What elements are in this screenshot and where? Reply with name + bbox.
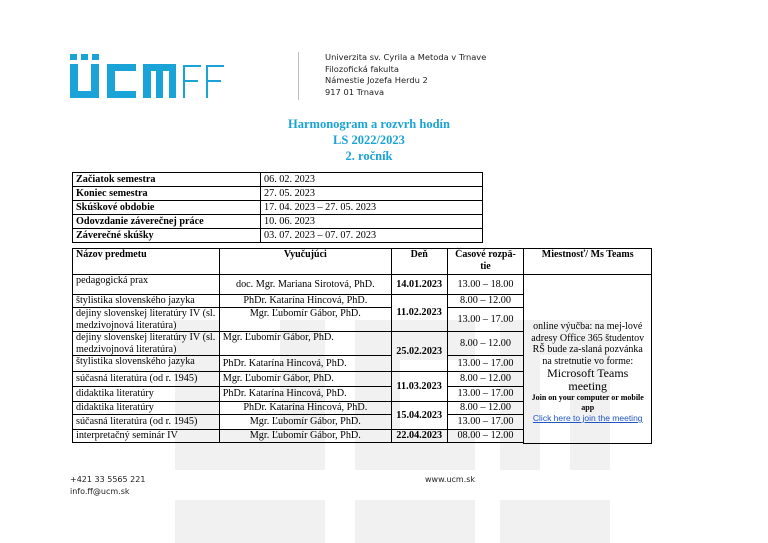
time-cell: 13.00 – 17.00	[447, 356, 524, 372]
schedule-table	[72, 248, 652, 444]
day-cell: 11.02.2023	[391, 295, 447, 332]
info-row	[73, 201, 483, 215]
col-subject: Názov predmetu	[73, 249, 220, 275]
subject-cell: dejiny slovenskej literatúry IV (sl. medzivojnová literatúra)	[73, 308, 220, 332]
teacher-cell: Mgr. Ľubomír Gábor, PhD.	[219, 332, 391, 356]
info-row	[73, 173, 483, 187]
year-label: 2. ročník	[345, 149, 393, 163]
online-info-text: online výučba: na mej-lové adresy Office 365 študentov RŠ bude za-slaná pozvánka na stretnutie vo forme:	[531, 321, 645, 367]
teacher-cell: Mgr. Ľubomír Gábor, PhD.	[219, 430, 391, 443]
teacher-cell: PhDr. Katarína Hincová, PhD.	[219, 295, 391, 308]
time-cell: 8.00 – 12.00	[447, 295, 524, 308]
join-info: Join on your computer or mobile app	[531, 393, 644, 412]
info-value: 03. 07. 2023 – 07. 07. 2023	[261, 229, 483, 243]
schedule-header-row	[73, 249, 652, 275]
info-value: 27. 05. 2023	[261, 187, 483, 201]
col-day: Deň	[391, 249, 447, 275]
time-cell: 8.00 – 12.00	[447, 332, 524, 356]
page-title-block	[0, 116, 738, 164]
subject-cell: interpretačný seminár IV	[73, 430, 220, 443]
subject-cell: dejiny slovenskej literatúry IV (sl. medzivojnová literatúra)	[73, 332, 220, 356]
day-cell: 14.01.2023	[391, 275, 447, 295]
university-name: Univerzita sv. Cyrila a Metoda v Trnave	[325, 52, 487, 62]
time-cell: 13.00 – 17.00	[447, 415, 524, 430]
day-cell: 15.04.2023	[391, 402, 447, 430]
subject-cell: didaktika literatúry	[73, 402, 220, 415]
subject-cell: didaktika literatúry	[73, 387, 220, 402]
info-label: Záverečné skúšky	[73, 229, 261, 243]
time-cell: 08.00 – 12.00	[447, 430, 524, 443]
subject-cell: súčasná literatúra (od r. 1945)	[73, 415, 220, 430]
teacher-cell: Mgr. Ľubomír Gábor, PhD.	[219, 372, 391, 387]
page-title: Harmonogram a rozvrh hodín	[288, 117, 450, 131]
table-row	[73, 275, 652, 295]
footer-web: www.ucm.sk	[425, 475, 476, 484]
day-cell: 25.02.2023	[391, 332, 447, 372]
info-value: 06. 02. 2023	[261, 173, 483, 187]
faculty-name: Filozofická fakulta	[325, 63, 399, 74]
col-room: Miestnosť/ Ms Teams	[524, 249, 652, 275]
footer-phone: +421 33 5565 221	[70, 475, 146, 484]
footer-contact	[70, 474, 145, 498]
teacher-cell: PhDr. Katarína Hincová, PhD.	[219, 387, 391, 402]
time-cell: 13.00 – 17.00	[447, 308, 524, 332]
term-label: LS 2022/2023	[333, 133, 405, 147]
teacher-cell: Mgr. Ľubomír Gábor, PhD.	[219, 415, 391, 430]
subject-cell: štylistika slovenského jazyka	[73, 295, 220, 308]
join-meeting-link[interactable]: Click here to join the meeting	[532, 413, 643, 423]
info-value: 17. 04. 2023 – 27. 05. 2023	[261, 201, 483, 215]
time-cell: 13.00 – 18.00	[447, 275, 524, 295]
day-cell: 22.04.2023	[391, 430, 447, 443]
university-address	[325, 52, 486, 98]
ucm-ff-logo	[68, 52, 228, 102]
day-cell: 11.03.2023	[391, 372, 447, 402]
info-row	[73, 229, 483, 243]
teacher-cell: Mgr. Ľubomír Gábor, PhD.	[219, 308, 391, 332]
col-time: Časové rozpä-tie	[447, 249, 524, 275]
teams-meeting-label: Microsoft Teams meeting	[547, 366, 629, 393]
subject-cell: pedagogická prax	[73, 275, 220, 295]
info-label: Skúškové obdobie	[73, 201, 261, 215]
info-label: Začiatok semestra	[73, 173, 261, 187]
teacher-cell: doc. Mgr. Mariana Sirotová, PhD.	[219, 275, 391, 295]
header-separator	[298, 52, 299, 100]
city-address: 917 01 Trnava	[325, 86, 385, 97]
info-label: Koniec semestra	[73, 187, 261, 201]
time-cell: 8.00 – 12.00	[447, 372, 524, 387]
teacher-cell: PhDr. Katarína Hincová, PhD.	[219, 356, 391, 372]
time-cell: 13.00 – 17.00	[447, 387, 524, 402]
teacher-cell: PhDr. Katarína Hincová, PhD.	[219, 402, 391, 415]
street-address: Námestie Jozefa Herdu 2	[325, 75, 428, 86]
subject-cell: štylistika slovenského jazyka	[73, 356, 220, 372]
room-cell	[524, 275, 652, 444]
info-row	[73, 187, 483, 201]
subject-cell: súčasná literatúra (od r. 1945)	[73, 372, 220, 387]
info-label: Odovzdanie záverečnej práce	[73, 215, 261, 229]
footer-email: info.ff@ucm.sk	[70, 487, 130, 496]
semester-info-table	[72, 172, 483, 243]
time-cell: 8.00 – 12.00	[447, 402, 524, 415]
col-teacher: Vyučujúci	[219, 249, 391, 275]
info-value: 10. 06. 2023	[261, 215, 483, 229]
info-row	[73, 215, 483, 229]
